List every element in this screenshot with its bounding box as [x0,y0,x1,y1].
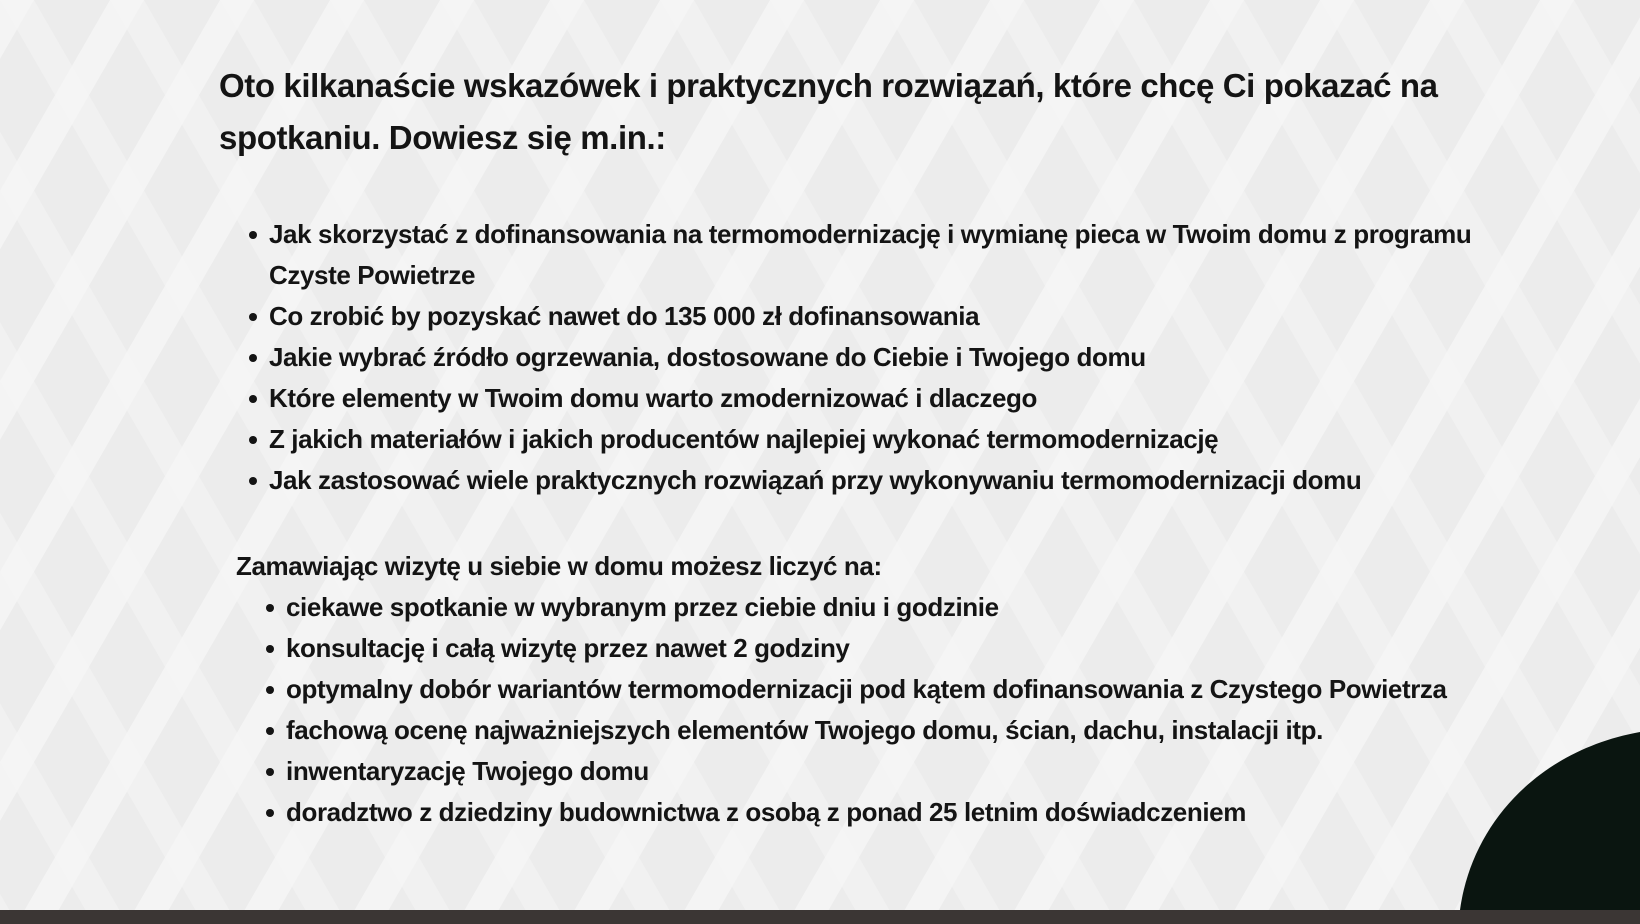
bullet-icon [266,727,274,735]
bullet-icon [266,768,274,776]
bullet-icon [249,436,257,444]
list-item: Które elementy w Twoim domu warto zmodernizować i dlaczego [269,378,1549,419]
bullet-icon [266,604,274,612]
bullet-icon [249,354,257,362]
list-item: optymalny dobór wariantów termomodernizacji pod kątem dofinansowania z Czystego Powietrza [286,669,1536,710]
list-item: ciekawe spotkanie w wybranym przez ciebie dniu i godzinie [286,587,1536,628]
learn-list [269,214,1549,501]
bullet-icon [249,395,257,403]
visit-benefits-list [286,587,1536,833]
intro-heading: Oto kilkanaście wskazówek i praktycznych rozwiązań, które chcę Ci pokazać na spotkaniu. Dowiesz się m.in.: [219,67,1438,156]
bullet-icon [249,231,257,239]
list-item: inwentaryzację Twojego domu [286,751,1536,792]
list-item: Z jakich materiałów i jakich producentów najlepiej wykonać termomodernizację [269,419,1549,460]
list-item: Co zrobić by pozyskać nawet do 135 000 zł dofinansowania [269,296,1549,337]
list-item: doradztwo z dziedziny budownictwa z osobą z ponad 25 letnim doświadczeniem [286,792,1536,833]
list-item: Jak zastosować wiele praktycznych rozwiązań przy wykonywaniu termomodernizacji domu [269,460,1549,501]
bullet-icon [249,477,257,485]
list-item: fachową ocenę najważniejszych elementów Twojego domu, ścian, dachu, instalacji itp. [286,710,1536,751]
list-item: Jakie wybrać źródło ogrzewania, dostosowane do Ciebie i Twojego domu [269,337,1549,378]
bottom-bar [0,910,1640,924]
bullet-icon [266,809,274,817]
bullet-icon [249,313,257,321]
bullet-icon [266,645,274,653]
list-item: konsultację i całą wizytę przez nawet 2 godziny [286,628,1536,669]
list-item: Jak skorzystać z dofinansowania na termomodernizację i wymianę pieca w Twoim domu z programu Czyste Powietrze [269,214,1549,296]
visit-section-title: Zamawiając wizytę u siebie w domu możesz liczyć na: [236,551,882,581]
bullet-icon [266,686,274,694]
